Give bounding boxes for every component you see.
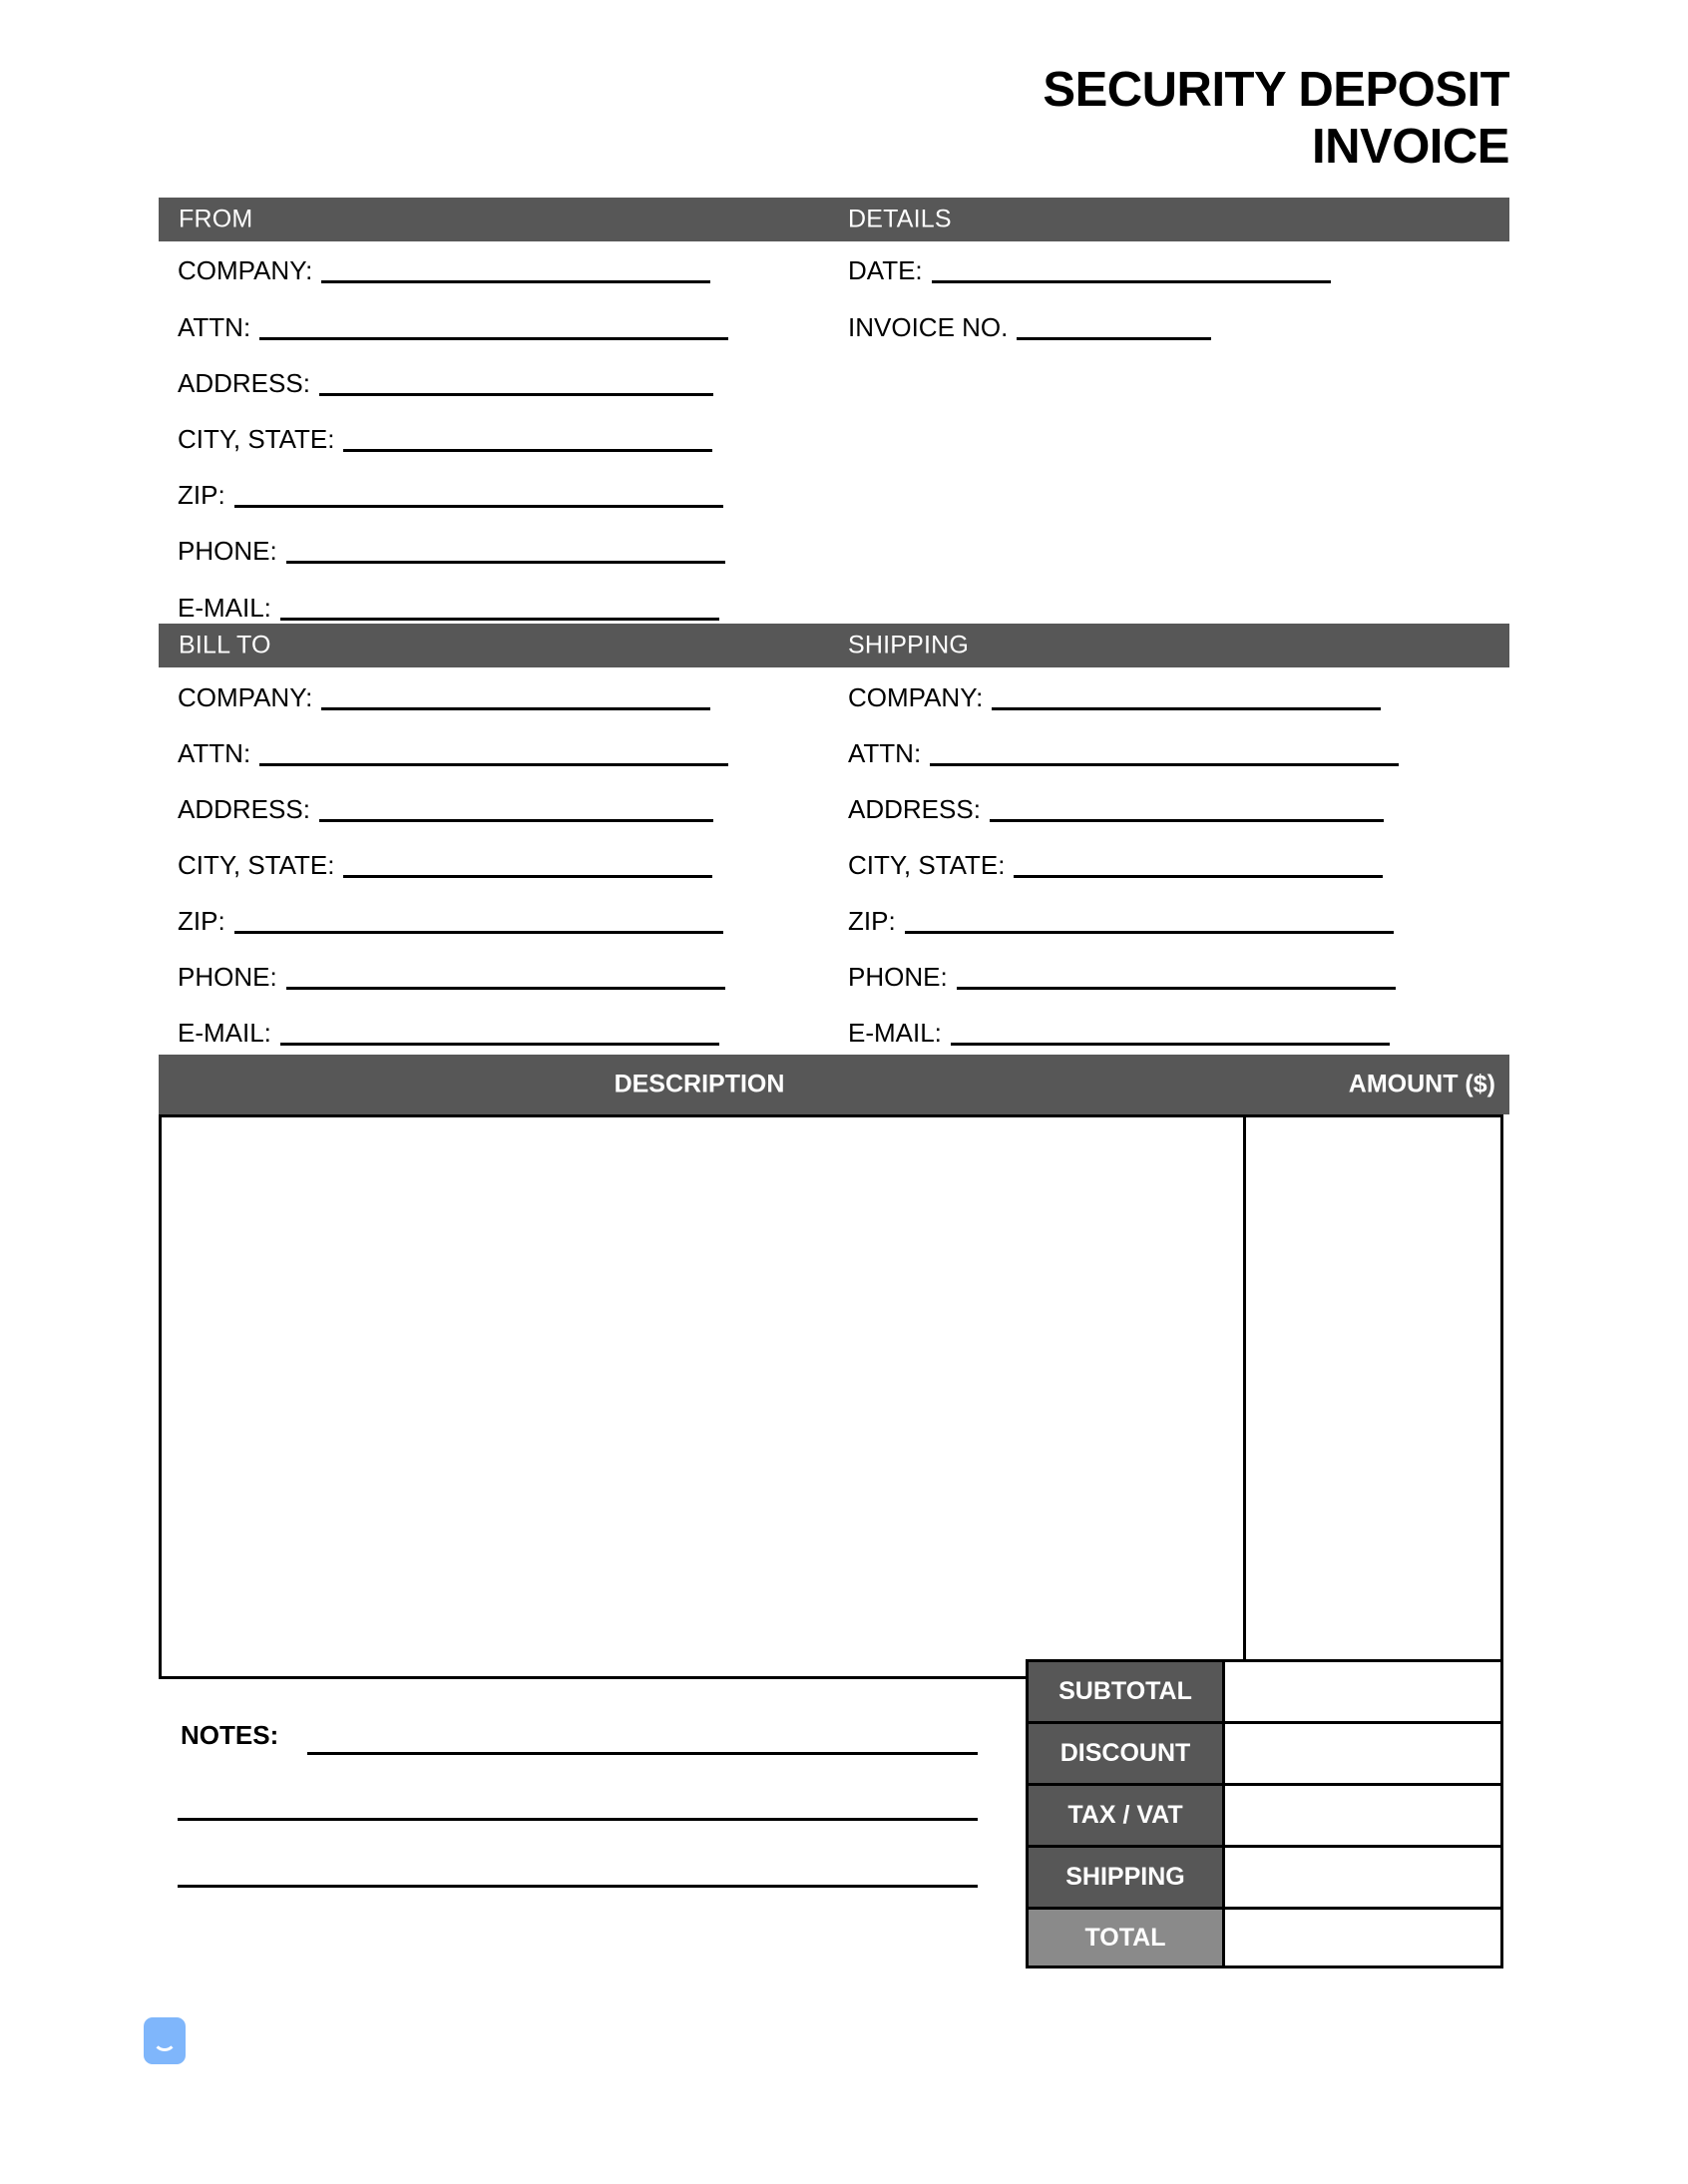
page-title-line-2: INVOICE [1312,119,1509,174]
from-field-attn[interactable] [178,314,728,340]
page-title [159,62,1509,176]
totals-label-discount: DISCOUNT [1026,1721,1225,1783]
from-field-zip-label: ZIP: [178,480,225,510]
from-field-company-input[interactable] [321,258,710,283]
from-field-email-label: E-MAIL: [178,593,271,623]
totals-value-tax-vat[interactable] [1225,1783,1503,1845]
shipping-field-address-input[interactable] [990,797,1384,822]
shipping-field-company-label: COMPANY: [848,682,984,712]
page-title-line-1: SECURITY DEPOSIT [1043,63,1509,117]
from-field-zip[interactable] [178,482,723,508]
shipping-field-city-state-input[interactable] [1014,853,1383,878]
billto-field-city-state-label: CITY, STATE: [178,850,335,880]
totals-label-shipping: SHIPPING [1026,1845,1225,1907]
shipping-field-attn[interactable] [848,740,1399,766]
details-field-date-label: DATE: [848,255,923,285]
notes-line-2[interactable] [178,1818,978,1821]
shipping-field-phone[interactable] [848,964,1396,990]
items-table-header [159,1055,1509,1114]
shipping-field-attn-label: ATTN: [848,738,922,768]
shipping-field-zip-input[interactable] [905,909,1394,934]
totals-row-subtotal [1026,1659,1503,1721]
billto-field-company-input[interactable] [321,685,710,710]
shipping-field-address-label: ADDRESS: [848,794,981,824]
section-header-shipping: SHIPPING [848,631,970,659]
from-field-phone-input[interactable] [286,539,725,564]
notes-line-1[interactable] [307,1752,978,1755]
totals-label-tax-vat: TAX / VAT [1026,1783,1225,1845]
billto-field-email[interactable] [178,1020,719,1046]
section-header-details: DETAILS [848,205,952,233]
items-column-divider [1243,1117,1246,1682]
details-field-invoice-no[interactable] [848,314,1211,340]
shipping-field-company[interactable] [848,684,1381,710]
from-field-phone-label: PHONE: [178,536,277,566]
shipping-field-city-state[interactable] [848,852,1383,878]
items-column-header-amount: AMOUNT ($) [1348,1070,1495,1098]
totals-value-total[interactable] [1225,1907,1503,1968]
from-field-address-input[interactable] [319,371,713,396]
billto-field-city-state-input[interactable] [343,853,712,878]
billto-field-phone-input[interactable] [286,965,725,990]
totals-row-total [1026,1907,1503,1968]
from-field-attn-label: ATTN: [178,312,251,342]
totals-table [1026,1659,1503,1968]
items-column-header-description: DESCRIPTION [614,1070,785,1098]
billto-field-zip-label: ZIP: [178,906,225,936]
from-field-email[interactable] [178,595,719,621]
billto-field-address-label: ADDRESS: [178,794,310,824]
totals-row-discount [1026,1721,1503,1783]
shipping-field-zip-label: ZIP: [848,906,896,936]
billto-field-email-input[interactable] [280,1021,719,1046]
billto-field-city-state[interactable] [178,852,712,878]
billto-field-zip-input[interactable] [234,909,723,934]
items-table-body[interactable] [159,1114,1503,1679]
billto-field-email-label: E-MAIL: [178,1018,271,1048]
billto-field-zip[interactable] [178,908,723,934]
billto-field-phone-label: PHONE: [178,962,277,992]
from-field-city-state[interactable] [178,426,712,452]
shipping-field-phone-label: PHONE: [848,962,948,992]
from-field-email-input[interactable] [280,596,719,621]
shipping-field-email-label: E-MAIL: [848,1018,942,1048]
details-field-date-input[interactable] [932,258,1331,283]
totals-value-discount[interactable] [1225,1721,1503,1783]
from-field-company-label: COMPANY: [178,255,313,285]
smile-curve-icon [153,2039,177,2051]
from-field-attn-input[interactable] [259,315,728,340]
totals-label-subtotal: SUBTOTAL [1026,1659,1225,1721]
smiley-square-icon [144,2017,186,2064]
from-field-company[interactable] [178,257,710,283]
shipping-field-city-state-label: CITY, STATE: [848,850,1006,880]
shipping-field-address[interactable] [848,796,1384,822]
shipping-field-phone-input[interactable] [957,965,1396,990]
details-field-date[interactable] [848,257,1331,283]
billto-field-company[interactable] [178,684,710,710]
details-field-invoice-no-input[interactable] [1017,315,1211,340]
section-header-from: FROM [179,205,253,233]
billto-field-address[interactable] [178,796,713,822]
billto-field-attn-input[interactable] [259,741,728,766]
billto-shipping-header-bar [159,624,1509,667]
from-field-zip-input[interactable] [234,483,723,508]
shipping-field-attn-input[interactable] [930,741,1399,766]
billto-field-attn[interactable] [178,740,728,766]
section-header-bill-to: BILL TO [179,631,271,659]
billto-field-address-input[interactable] [319,797,713,822]
billto-field-attn-label: ATTN: [178,738,251,768]
notes-line-3[interactable] [178,1885,978,1888]
totals-row-tax-vat [1026,1783,1503,1845]
totals-row-shipping [1026,1845,1503,1907]
shipping-field-company-input[interactable] [992,685,1381,710]
from-field-phone[interactable] [178,538,725,564]
shipping-field-email[interactable] [848,1020,1390,1046]
notes-label: NOTES: [181,1720,279,1750]
totals-value-shipping[interactable] [1225,1845,1503,1907]
billto-field-company-label: COMPANY: [178,682,313,712]
from-field-address-label: ADDRESS: [178,368,310,398]
from-field-city-state-label: CITY, STATE: [178,424,335,454]
shipping-field-zip[interactable] [848,908,1394,934]
totals-value-subtotal[interactable] [1225,1659,1503,1721]
totals-label-total: TOTAL [1026,1907,1225,1968]
billto-field-phone[interactable] [178,964,725,990]
details-field-invoice-no-label: INVOICE NO. [848,312,1009,342]
from-details-header-bar [159,198,1509,241]
shipping-field-email-input[interactable] [951,1021,1390,1046]
from-field-city-state-input[interactable] [343,427,712,452]
from-field-address[interactable] [178,370,713,396]
